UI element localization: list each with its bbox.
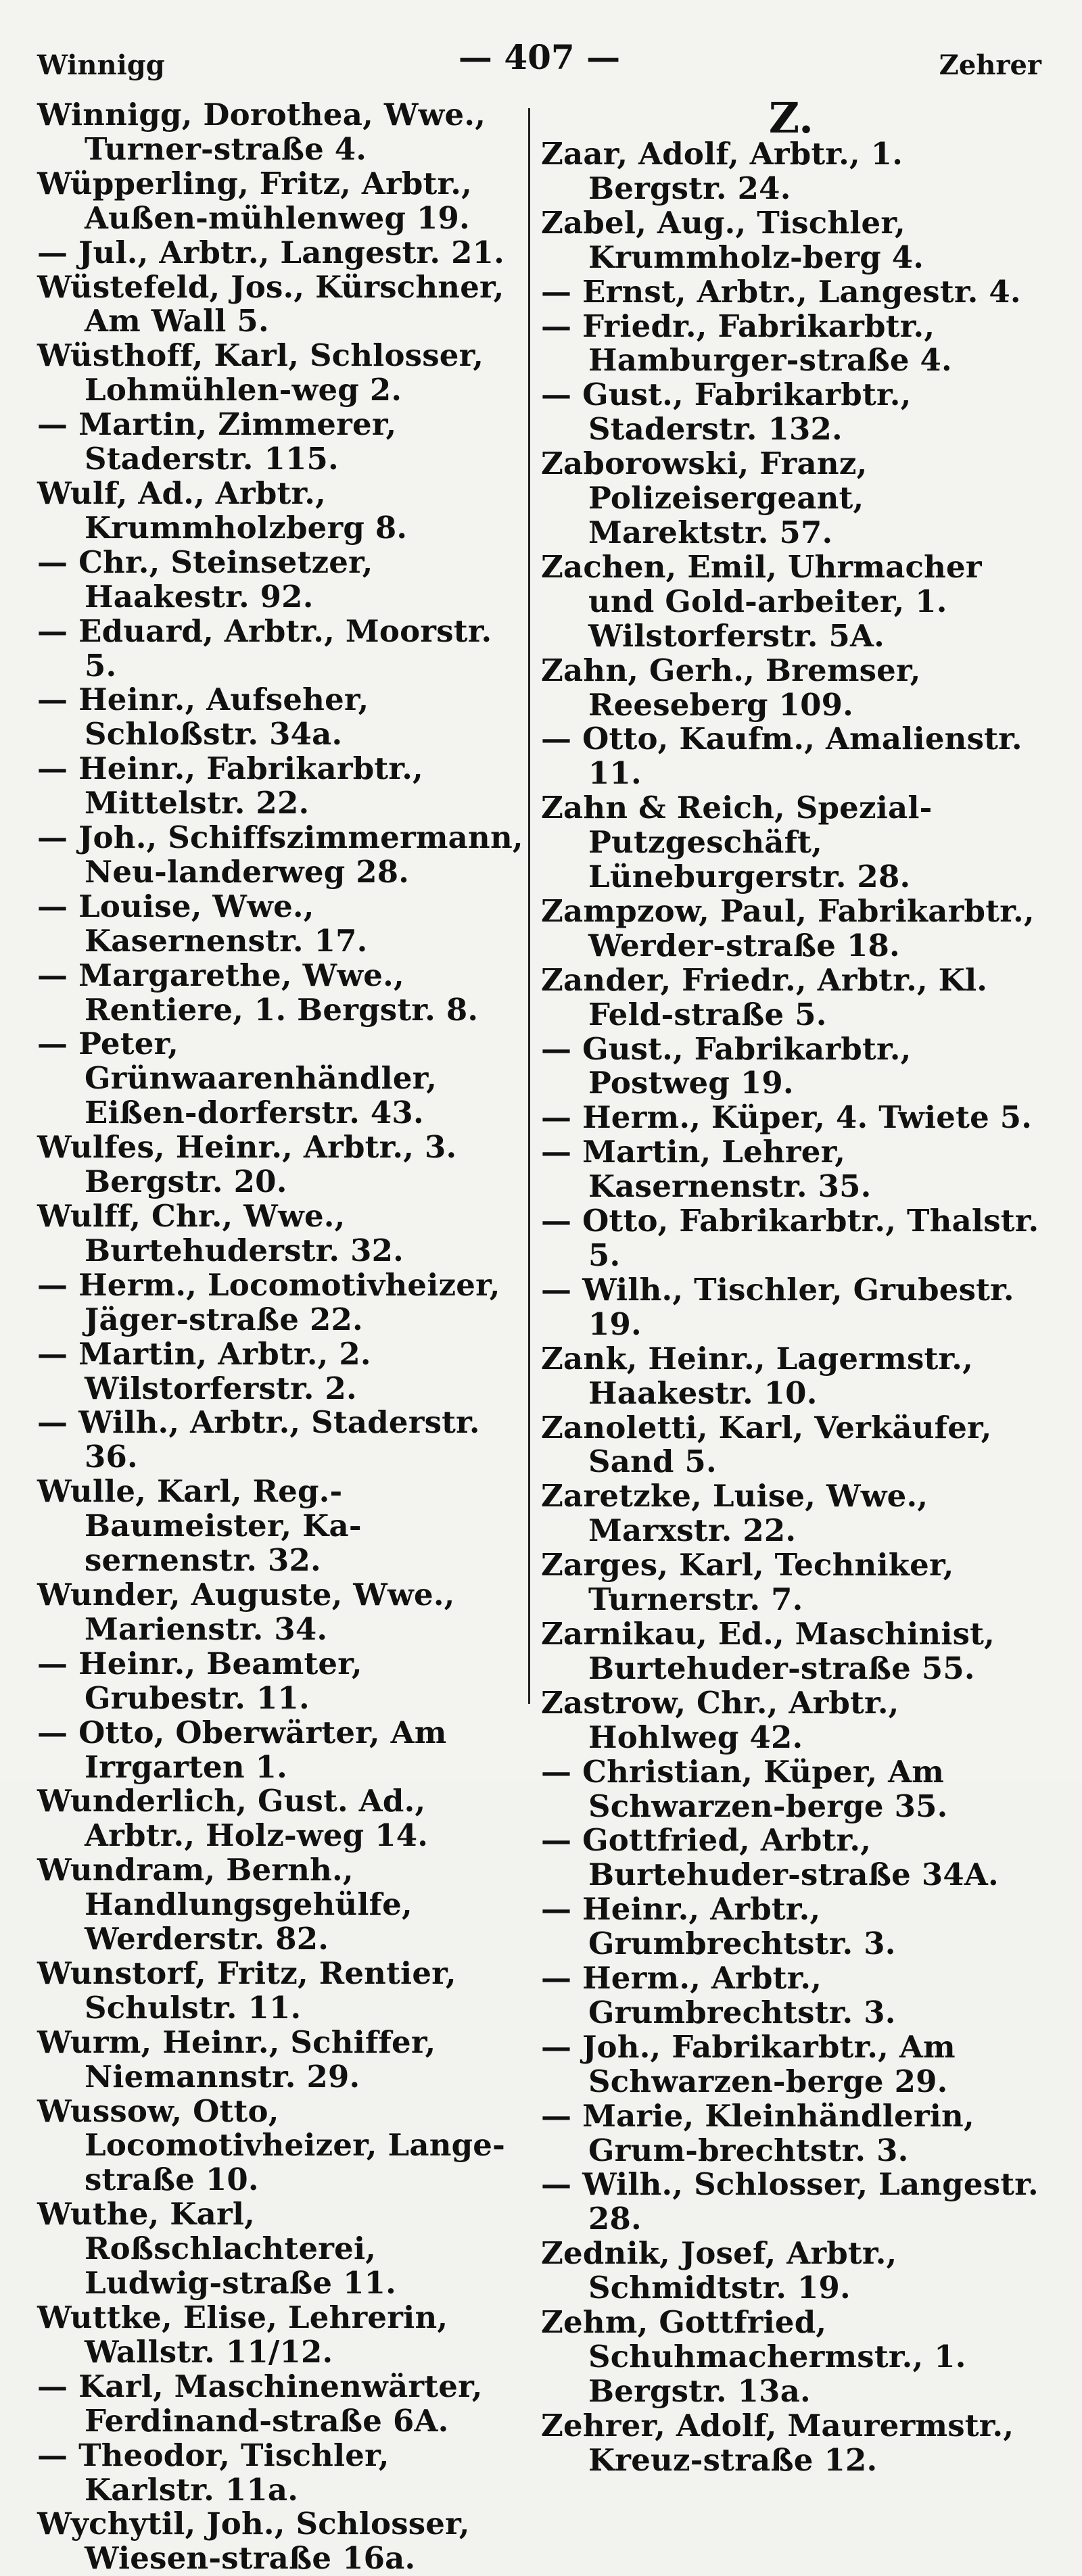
directory-entry: — Wilh., Schlosser, Langestr. 28.: [541, 2166, 1039, 2237]
directory-entry: Zaborowski, Franz, Polizeisergeant, Marektstr. 57.: [541, 446, 868, 550]
left-column: [37, 98, 524, 2576]
directory-entry: Zank, Heinr., Lagermstr., Haakestr. 10.: [541, 1340, 974, 1411]
directory-entry: Zehm, Gottfried, Schuhmachermstr., 1. Bergstr. 13a.: [541, 2304, 966, 2409]
directory-entry: — Peter, Grünwaarenhändler, Eißen-dorferstr. 43.: [37, 1026, 438, 1131]
directory-entry: — Gust., Fabrikarbtr., Postweg 19.: [541, 1030, 912, 1101]
directory-entry: — Wilh., Arbtr., Staderstr. 36.: [37, 1404, 480, 1475]
directory-entry: Wüstefeld, Jos., Kürschner, Am Wall 5.: [37, 268, 504, 339]
directory-entry: — Louise, Wwe., Kasernenstr. 17.: [37, 888, 368, 959]
right-column: [541, 93, 1041, 2478]
directory-entry: Wuttke, Elise, Lehrerin, Wallstr. 11/12.: [37, 2299, 448, 2370]
directory-entry: Wulf, Ad., Arbtr., Krummholzberg 8.: [37, 475, 408, 546]
directory-entry: Wunderlich, Gust. Ad., Arbtr., Holz-weg 14.: [37, 1783, 429, 1854]
directory-entry: — Christian, Küper, Am Schwarzen-berge 35.: [541, 1753, 948, 1824]
directory-entry: Wulff, Chr., Wwe., Burtehuderstr. 32.: [37, 1198, 404, 1268]
section-letter-heading: Z.: [768, 93, 814, 143]
directory-entry: Zampzow, Paul, Fabrikarbtr., Werder-straße 18.: [541, 892, 1035, 963]
header-right-catchword: Zehrer: [939, 49, 1041, 81]
directory-entry: Wuthe, Karl, Roßschlachterei, Ludwig-straße 11.: [37, 2196, 396, 2301]
directory-entry: Zander, Friedr., Arbtr., Kl. Feld-straße 5.: [541, 961, 988, 1032]
directory-entry: Zaretzke, Luise, Wwe., Marxstr. 22.: [541, 1478, 928, 1549]
directory-entry: Zehrer, Adolf, Maurermstr., Kreuz-straße 12.: [541, 2407, 1014, 2478]
directory-entry: — Friedr., Fabrikarbtr., Hamburger-straße 4.: [541, 308, 952, 379]
directory-entry: — Herm., Küper, 4. Twiete 5.: [541, 1099, 1033, 1136]
directory-entry: Wunder, Auguste, Wwe., Marienstr. 34.: [37, 1576, 455, 1647]
directory-entry: Zanoletti, Karl, Verkäufer, Sand 5.: [541, 1409, 992, 1480]
directory-entry: Wychytil, Joh., Schlosser, Wiesen-straße 16a.: [37, 2506, 470, 2576]
directory-entry: Wunstorf, Fritz, Rentier, Schulstr. 11.: [37, 1955, 456, 2026]
directory-entry: Zahn & Reich, Spezial-Putzgeschäft, Lüneburgerstr. 28.: [541, 790, 933, 895]
directory-entry: — Jul., Arbtr., Langestr. 21.: [37, 234, 504, 270]
directory-entry: — Gust., Fabrikarbtr., Staderstr. 132.: [541, 377, 912, 448]
directory-entry: — Marie, Kleinhändlerin, Grum-brechtstr. 3.: [541, 2097, 974, 2168]
directory-entry: — Otto, Oberwärter, Am Irrgarten 1.: [37, 1714, 447, 1785]
directory-entry: — Martin, Arbtr., 2. Wilstorferstr. 2.: [37, 1335, 371, 1406]
directory-entry: — Karl, Maschinenwärter, Ferdinand-straße 6A.: [37, 2368, 483, 2439]
directory-entry: — Otto, Kaufm., Amalienstr. 11.: [541, 721, 1022, 792]
directory-entry: Zarnikau, Ed., Maschinist, Burtehuder-straße 55.: [541, 1615, 995, 1686]
directory-entry: — Otto, Fabrikarbtr., Thalstr. 5.: [541, 1203, 1039, 1273]
directory-entry: — Margarethe, Wwe., Rentiere, 1. Bergstr. 8.: [37, 957, 479, 1028]
directory-entry: — Joh., Schiffszimmermann, Neu-landerweg 28.: [37, 819, 523, 890]
directory-entry: Zarges, Karl, Techniker, Turnerstr. 7.: [541, 1547, 954, 1618]
directory-entry: Zahn, Gerh., Bremser, Reeseberg 109.: [541, 652, 921, 723]
directory-entry: Wurm, Heinr., Schiffer, Niemannstr. 29.: [37, 2024, 436, 2095]
directory-entry: Wussow, Otto, Locomotivheizer, Lange-straße 10.: [37, 2093, 506, 2198]
directory-entry: — Heinr., Beamter, Grubestr. 11.: [37, 1645, 362, 1716]
page-header: [37, 37, 1041, 91]
directory-entry: — Joh., Fabrikarbtr., Am Schwarzen-berge 29.: [541, 2028, 956, 2099]
directory-entry: — Martin, Zimmerer, Staderstr. 115.: [37, 406, 397, 477]
directory-entry: — Ernst, Arbtr., Langestr. 4.: [541, 273, 1021, 310]
directory-entry: — Chr., Steinsetzer, Haakestr. 92.: [37, 544, 373, 615]
directory-entry: Zabel, Aug., Tischler, Krummholz-berg 4.: [541, 204, 924, 275]
directory-entry: — Martin, Lehrer, Kasernenstr. 35.: [541, 1134, 872, 1205]
directory-entry: Wulle, Karl, Reg.-Baumeister, Ka-sernenstr. 32.: [37, 1473, 362, 1579]
directory-entry: Wundram, Bernh., Handlungsgehülfe, Werderstr. 82.: [37, 1852, 413, 1957]
directory-entry: — Gottfried, Arbtr., Burtehuder-straße 34A.: [541, 1822, 999, 1893]
directory-entry: — Herm., Arbtr., Grumbrechtstr. 3.: [541, 1960, 896, 2030]
directory-entry: Zachen, Emil, Uhrmacher und Gold-arbeiter, 1. Wilstorferstr. 5A.: [541, 548, 982, 654]
directory-entry: Wüpperling, Fritz, Arbtr., Außen-mühlenweg 19.: [37, 165, 473, 236]
right-column-entries: [541, 137, 1041, 2478]
directory-entry: — Heinr., Fabrikarbtr., Mittelstr. 22.: [37, 750, 423, 821]
directory-entry: — Heinr., Aufseher, Schloßstr. 34a.: [37, 682, 369, 753]
directory-entry: Wulfes, Heinr., Arbtr., 3. Bergstr. 20.: [37, 1129, 457, 1200]
directory-entry: — Herm., Locomotivheizer, Jäger-straße 22.: [37, 1266, 500, 1337]
directory-entry: — Wilh., Tischler, Grubestr. 19.: [541, 1271, 1014, 1342]
directory-entry: — Theodor, Tischler, Karlstr. 11a.: [37, 2437, 390, 2508]
directory-entry: Wüsthoff, Karl, Schlosser, Lohmühlen-weg 2.: [37, 337, 484, 408]
directory-entry: — Eduard, Arbtr., Moorstr. 5.: [37, 613, 492, 684]
header-left-catchword: Winnigg: [37, 49, 165, 81]
directory-entry: Zednik, Josef, Arbtr., Schmidtstr. 19.: [541, 2235, 897, 2306]
column-divider: [528, 108, 530, 1704]
directory-entry: Zaar, Adolf, Arbtr., 1. Bergstr. 24.: [541, 136, 903, 206]
directory-entry: Zastrow, Chr., Arbtr., Hohlweg 42.: [541, 1684, 899, 1755]
page-number: — 407 —: [458, 37, 621, 77]
directory-entry: Winnigg, Dorothea, Wwe., Turner-straße 4.: [37, 97, 486, 167]
directory-entry: — Heinr., Arbtr., Grumbrechtstr. 3.: [541, 1891, 896, 1962]
